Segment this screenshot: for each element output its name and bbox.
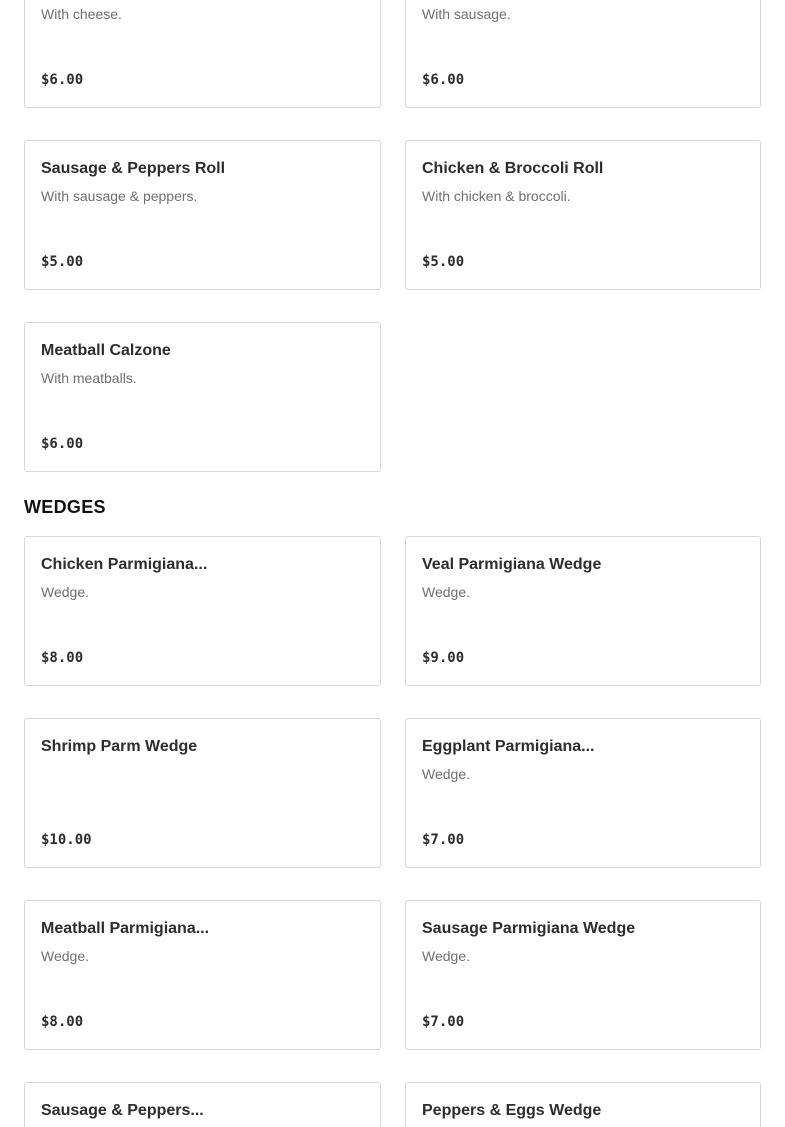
item-name: Sausage & Peppers... (41, 1102, 204, 1119)
item-description: With meatballs. (41, 370, 137, 386)
item-description: With chicken & broccoli. (422, 188, 571, 204)
item-name: Chicken Parmigiana... (41, 556, 208, 573)
menu-item-card[interactable] (24, 322, 381, 472)
item-price: $8.00 (41, 650, 84, 666)
menu-item-card[interactable] (24, 0, 381, 108)
item-price: $7.00 (422, 1014, 465, 1030)
item-price: $10.00 (41, 832, 92, 848)
item-price: $6.00 (41, 72, 84, 88)
item-description: Wedge. (422, 948, 470, 964)
menu-item-card[interactable] (405, 0, 761, 108)
item-price: $8.00 (41, 1014, 84, 1030)
item-name: Sausage & Peppers Roll (41, 160, 226, 177)
item-name: Chicken & Broccoli Roll (422, 160, 604, 177)
menu-item-card[interactable] (24, 536, 381, 686)
item-name: Eggplant Parmigiana... (422, 738, 595, 755)
menu-item-card[interactable] (405, 536, 761, 686)
item-name: Peppers & Eggs Wedge (422, 1102, 602, 1119)
section-heading-wedges: WEDGES (24, 497, 106, 517)
item-name: Meatball Calzone (41, 342, 171, 359)
item-description: With sausage. (422, 6, 511, 22)
item-price: $5.00 (422, 254, 465, 270)
item-price: $6.00 (41, 436, 84, 452)
menu-item-card[interactable] (24, 718, 381, 868)
menu-item-card[interactable] (24, 140, 381, 290)
menu-item-card[interactable] (405, 718, 761, 868)
item-description: Wedge. (422, 766, 470, 782)
item-name: Veal Parmigiana Wedge (422, 556, 602, 573)
menu-item-card[interactable] (405, 900, 761, 1050)
item-name: Shrimp Parm Wedge (41, 738, 198, 755)
item-name: Meatball Parmigiana... (41, 920, 210, 937)
item-description: Wedge. (422, 584, 470, 600)
item-description: With cheese. (41, 6, 122, 22)
item-price: $7.00 (422, 832, 465, 848)
menu-item-card[interactable] (405, 140, 761, 290)
item-price: $9.00 (422, 650, 465, 666)
item-description: Wedge. (41, 584, 89, 600)
item-description: Wedge. (41, 948, 89, 964)
item-name: Sausage Parmigiana Wedge (422, 920, 636, 937)
item-price: $5.00 (41, 254, 84, 270)
menu-item-card[interactable] (24, 1082, 381, 1127)
item-price: $6.00 (422, 72, 465, 88)
menu-item-card[interactable] (405, 1082, 761, 1127)
item-description: With sausage & peppers. (41, 188, 198, 204)
menu-item-card[interactable] (24, 900, 381, 1050)
